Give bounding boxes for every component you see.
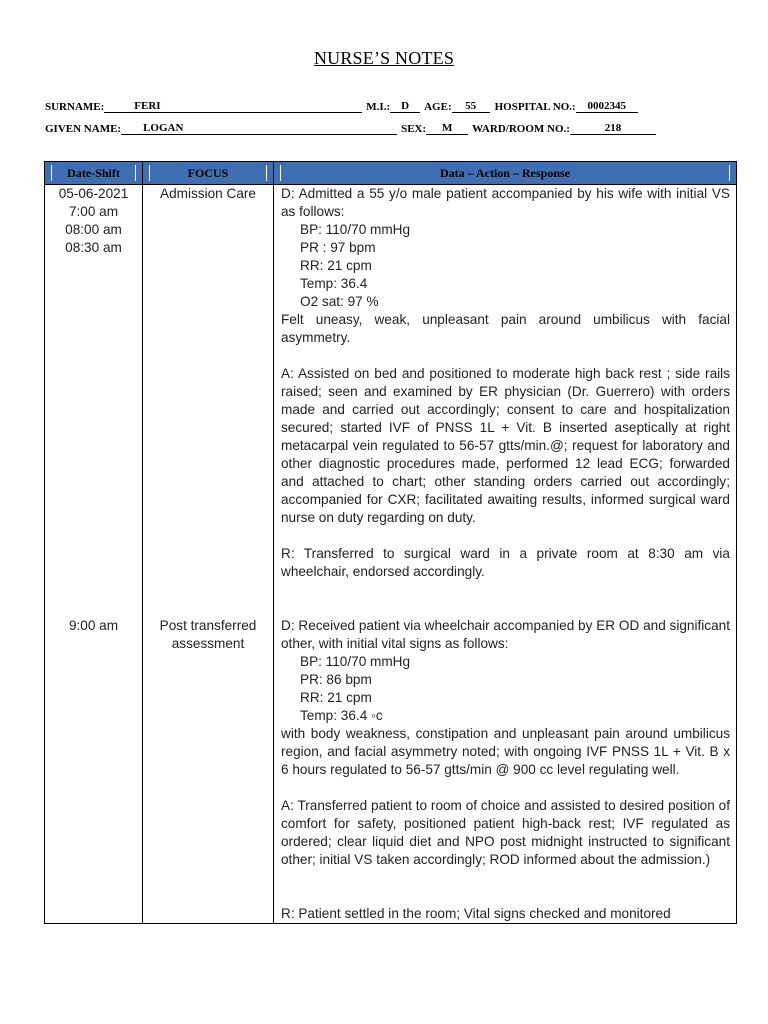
vital-sign: RR: 21 cpm	[300, 258, 372, 273]
sex-value: M	[426, 122, 468, 135]
given-name-value: LOGAN	[121, 122, 397, 135]
patient-header-row-2	[45, 122, 745, 138]
action-text: A: Assisted on bed and positioned to moderate high back rest ; side rails raised; seen and examined by ER physician (Dr. Guerrero) with orders made and carried out accordingly; consent to care and hospitalization secured; started IVF of PNSS 1L + Vit. B inserted aseptically at right metacarpal vein regulated to 56-57 gtts/min.@; request for laboratory and other diagnostic procedures made, performed 12 lead ECG; forwarded and attached to chart; other standing orders carried out accordingly; accompanied for CXR; facilitated awaiting results, informed surgical ward nurse on duty regarding on duty.	[281, 366, 730, 525]
vital-sign: Temp: 36.4	[300, 276, 368, 291]
response-text: R: Patient settled in the room; Vital signs checked and monitored	[281, 906, 671, 921]
surname-value: FERI	[104, 100, 362, 113]
vital-sign: BP: 110/70 mmHg	[300, 222, 411, 237]
patient-header-row-1	[45, 100, 745, 116]
vital-sign: Temp: 36.4 ◦c	[300, 708, 383, 723]
time-line: 08:30 am	[65, 240, 122, 255]
dar-cell	[274, 185, 737, 618]
action-text: A: Transferred patient to room of choice and assisted to desired position of comfort for safety, positioned patient high-back rest; IVF regulated as ordered; clear liquid diet and NPO post midnight instructed to significant other; initial VS taken accordingly; ROD informed about the admission.)	[281, 798, 730, 867]
header-dar: Data – Action – Response	[274, 162, 737, 185]
time-line: 9:00 am	[68, 618, 119, 633]
data-outro: with body weakness, constipation and unpleasant pain around umbilicus region, and facial asymmetry noted; with ongoing IVF PNSS 1L + Vit. B x 6 hours regulated to 56-57 gtts/min @ 900 cc level regulating well.	[281, 726, 730, 777]
focus-text: assessment	[171, 636, 245, 651]
time-line: 7:00 am	[68, 204, 119, 219]
table-row	[45, 185, 737, 618]
vital-sign: O2 sat: 97 %	[300, 294, 379, 309]
data-intro: D: Admitted a 55 y/o male patient accompanied by his wife with initial VS as follows:	[281, 186, 730, 219]
vital-sign: PR: 86 bpm	[300, 672, 372, 687]
mi-label: M.I.:	[366, 101, 391, 113]
time-line: 08:00 am	[65, 222, 122, 237]
surname-label: SURNAME:	[45, 101, 105, 113]
dar-cell	[274, 617, 737, 924]
hospital-no-label: HOSPITAL NO.:	[494, 101, 576, 113]
nurses-notes-table	[44, 161, 737, 924]
data-outro: Felt uneasy, weak, unpleasant pain around umbilicus with facial asymmetry.	[281, 312, 730, 345]
document-title: NURSE’S NOTES	[313, 48, 455, 68]
age-value: 55	[452, 100, 490, 113]
age-label: AGE:	[424, 101, 452, 113]
data-intro: D: Received patient via wheelchair accompanied by ER OD and significant other, with initial vital signs as follows:	[281, 618, 730, 651]
date-shift-cell	[45, 617, 143, 924]
vital-sign: PR : 97 bpm	[300, 240, 376, 255]
focus-text: Post transferred	[159, 618, 257, 633]
mi-value: D	[390, 100, 420, 113]
table-header-row	[45, 162, 737, 185]
ward-label: WARD/ROOM NO.:	[472, 123, 570, 135]
focus-cell	[143, 617, 274, 924]
focus-text: Admission Care	[160, 186, 256, 201]
date-shift-cell	[45, 185, 143, 618]
sex-label: SEX:	[401, 123, 427, 135]
table-row	[45, 617, 737, 924]
vital-sign: BP: 110/70 mmHg	[300, 654, 411, 669]
response-text: R: Transferred to surgical ward in a private room at 8:30 am via wheelchair, endorsed accordingly.	[281, 546, 730, 579]
header-focus: FOCUS	[143, 162, 274, 185]
header-date-shift: Date-Shift	[45, 162, 143, 185]
given-name-label: GIVEN NAME:	[45, 123, 122, 135]
date-line: 05-06-2021	[58, 186, 129, 201]
vital-sign: RR: 21 cpm	[300, 690, 372, 705]
ward-value: 218	[570, 122, 656, 135]
focus-cell	[143, 185, 274, 618]
hospital-no-value: 0002345	[576, 100, 638, 113]
